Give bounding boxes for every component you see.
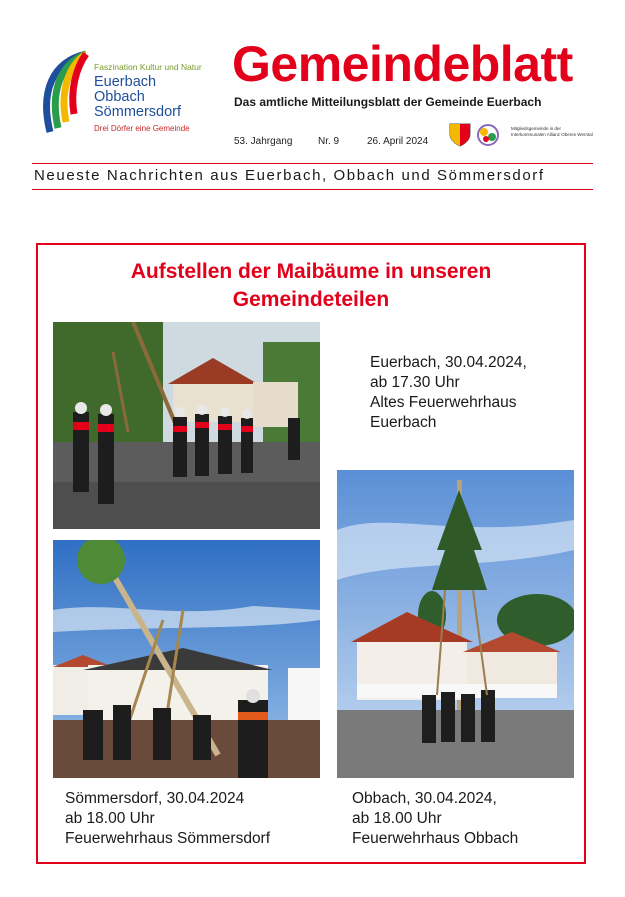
photo-soemmersdorf-maypole [53,540,320,778]
page-tagline: Neueste Nachrichten aus Euerbach, Obbach und Sömmersdorf [34,167,545,184]
caption-euerbach-line-2: ab 17.30 Uhr [370,374,460,391]
caption-obbach-line-1: Obbach, 30.04.2024, [352,790,497,807]
issue-date: 26. April 2024 [367,136,429,147]
caption-obbach [352,789,518,849]
logo-town-obbach: Obbach [94,89,145,105]
caption-euerbach-line-4: Euerbach [370,414,437,431]
masthead-title: Gemeindeblatt [232,36,573,92]
caption-euerbach [370,353,527,433]
logo-claim: Drei Dörfer eine Gemeinde [94,124,190,133]
headline-line-2: Gemeindeteilen [232,288,390,311]
photo-euerbach-maypole [53,322,320,529]
caption-soemmersdorf-line-3: Feuerwehrhaus Sömmersdorf [65,830,271,847]
caption-obbach-line-2: ab 18.00 Uhr [352,810,442,827]
logo-arcs-icon [34,48,92,138]
issue-number: Nr. 9 [318,136,340,147]
logo-town-euerbach: Euerbach [94,74,157,90]
caption-euerbach-line-3: Altes Feuerwehrhaus [370,394,517,411]
masthead-subtitle: Das amtliche Mitteilungsblatt der Gemeinde Euerbach [234,95,542,109]
volume-number: 53. Jahrgang [234,136,293,147]
top-divider [32,163,593,164]
alliance-note: Mitgliedsgemeinde in der Interkommunalen Allianz Oberes Werntal [511,126,593,137]
logo-town-soemmersdorf: Sömmersdorf [94,104,182,120]
caption-soemmersdorf [65,789,270,849]
bottom-divider [32,189,593,190]
alliance-crests [448,122,593,148]
coat-of-arms-icon [448,122,508,148]
article-headline [38,258,584,314]
caption-obbach-line-3: Feuerwehrhaus Obbach [352,830,519,847]
caption-euerbach-line-1: Euerbach, 30.04.2024, [370,354,527,371]
photo-obbach-maypole [337,470,574,778]
headline-line-1: Aufstellen der Maibäume in unseren [130,260,492,283]
logo-tagline: Faszination Kultur und Natur [94,62,202,72]
caption-soemmersdorf-line-2: ab 18.00 Uhr [65,810,155,827]
municipality-logo [34,42,210,138]
caption-soemmersdorf-line-1: Sömmersdorf, 30.04.2024 [65,790,245,807]
